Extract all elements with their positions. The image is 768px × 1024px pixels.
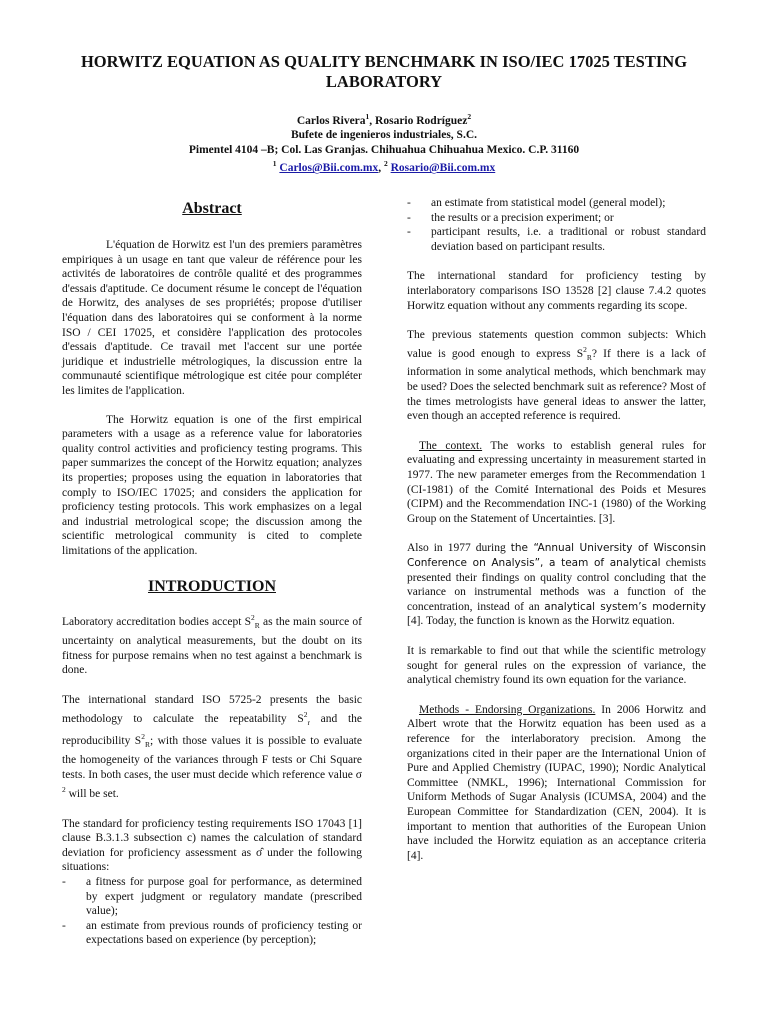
author-name-2: Rosario Rodríguez	[375, 114, 468, 127]
interlab-paragraph: The international standard for proficiency testing by interlaboratory comparisons ISO 13528 [2] clause 7.4.2 quotes Horwitz equation without any comments regarding its scope.	[407, 270, 706, 312]
author-block	[40, 110, 728, 176]
list-item: - a fitness for purpose goal for performance, as determined by expert judgment or regulatory mandate (prescribed value);	[62, 875, 362, 919]
emails: $^1$ Carlos@Bii.com.mx, $^2$ Rosario@Bii.com.mx	[272, 159, 496, 175]
author-sup-1: 1	[365, 112, 370, 121]
methods-paragraph: Methods - Endorsing Organizations. In 2006 Horwitz and Albert wrote that the Horwitz equation has been used as a reference for the interlaboratory precision. Among the organizations cited in their paper are the International Union of Pure and Applied Chemistry (IUPAC, 1990); Nordic Analytical Committee (NMKL, 1996); International Commission for Uniform Methods of Sugar Analysis (ICUMSA, 2004) and the European Committee for Standardization (CEN, 2004). It is important to mention that authorities of the European Union have included the Horwitz equiation as an acceptance criteria [4].	[407, 703, 706, 862]
intro-paragraph-1: Laboratory accreditation bodies accept $S^2_R$ as the main source of uncertainty on analytical measurements, but the doubt on its fitness for purpose remains when no test against a benchmark is done.	[62, 613, 362, 677]
email-sup-1: 1	[272, 159, 277, 169]
situations-list-right	[407, 196, 706, 254]
email-sup-2: 2	[384, 159, 388, 169]
methods-label: Methods - Endorsing Organizations.	[419, 703, 596, 716]
introduction-heading: INTRODUCTION	[147, 578, 276, 596]
affiliation: Bufete de ingenieros industriales, S.C.	[290, 129, 478, 142]
email-link-2[interactable]: Rosario@Bii.com.mx	[390, 162, 496, 175]
email-link-1[interactable]: Carlos@Bii.com.mx	[279, 162, 379, 175]
sigma-symbol: σ	[355, 768, 362, 781]
question-paragraph: The previous statements question common subjects: Which value is good enough to express $S^2_R$? If there is a lack of information in some analytical methods, which benchmark may be used? Does the selected benchmark suit as reference? Most of the times metrologists have general ideas to answer the latter, even though an accepted reference is required.	[407, 329, 706, 423]
left-column	[62, 196, 362, 948]
context-label: The context.	[419, 439, 483, 452]
list-item: - an estimate from statistical model (general model);	[407, 196, 706, 211]
list-item: - an estimate from previous rounds of proficiency testing or expectations based on experience (by perception);	[62, 919, 362, 948]
intro-paragraph-3: The standard for proficiency testing requirements ISO 17043 [1] clause B.3.1.3 subsection c) names the calculation of standard deviation for proficiency assessment as σ̂ under the following situations:	[62, 817, 363, 874]
abstract-heading: Abstract	[182, 200, 242, 217]
address: Pimentel 4104 –B; Col. Las Granjas. Chihuahua Chihuahua Mexico. C.P. 31160	[188, 143, 580, 156]
author-name-1: Carlos Rivera	[296, 114, 366, 127]
situations-list-left	[62, 875, 362, 948]
context-paragraph: The context. The works to establish general rules for evaluating and expressing uncertainty in measurement started in 1977. The new parameter emerges from the Recommendation 1 (CI-1981) of the Comité International des Poids et Mesures (CIPM) and the Recommendation INC-1 (1980) of the Working Group on the Statement of Uncertainties. [3].	[407, 439, 707, 525]
author-sup-2: 2	[467, 112, 472, 121]
right-column	[407, 196, 706, 863]
list-item: - participant results, i.e. a traditional or robust standard deviation based on participant results.	[407, 225, 706, 254]
author-names: Carlos Rivera$^1$, Rosario Rodríguez$^2$	[296, 112, 472, 127]
intro-paragraph-2: The international standard ISO 5725-2 presents the basic methodology to calculate the repeatability $S^2_r$ and the reproducibility $S^2_R$; with those values it is possible to evaluate the homogeneity of the variances through F tests or Chi Square tests. In both cases, the user must decide which reference value σ $^2$ will be set.	[62, 693, 362, 801]
sigma-hat-symbol: σ̂	[256, 846, 263, 859]
remark-paragraph: It is remarkable to find out that while the scientific metrology sought for general rules on the expression of variance, the analytical chemistry found its own equation for the variance.	[407, 644, 706, 687]
list-item: - the results or a precision experiment; or	[407, 211, 706, 226]
abstract-french: L'équation de Horwitz est l'un des premiers paramètres empiriques à un usage en tant que valeur de référence pour les activités de laboratoires de contrôle qualité et des programmes d'essais d'aptitude. Ce document résume le concept de l'équation de Horwitz, des analyses de ses propriétés; propose d'utiliser l'équation dans des laboratoires qui se conforment à la norme ISO / CEI 17025, et considère l'application des protocoles d'essais d'aptitude. Ce travail met l'accent sur une portée juridique et industrielle métrologiques, la discussion entre la communauté scientifique métrologique est citée pour compléter les limites de l'application.	[62, 239, 362, 397]
history-paragraph: Also in 1977 during the “Annual University of Wisconsin Conference on Analysis”, a team of analytical chemists presented their findings on quality control concluding that the variance on instrumental methods was a function of the concentration, instead of an analytical system’s modernity [4]. Today, the function is known as the Horwitz equation.	[407, 542, 707, 628]
abstract-english: The Horwitz equation is one of the first empirical parameters with a usage as a reference value for laboratories quality control activities and proficiency testing programs. This paper summarizes the concept of the Horwitz equation; analyzes its properties; proposes using the equation in laboratories that comply to ISO/IEC 17025; and considers the application for proficiency testing protocols. This work emphasizes on a legal and industrial metrological scope; the discussion among the scientific metrological community is cited to complete limitations of the application.	[62, 413, 362, 557]
paper-title: HORWITZ EQUATION AS QUALITY BENCHMARK IN ISO/IEC 17025 TESTING LABORATORY	[80, 52, 688, 91]
